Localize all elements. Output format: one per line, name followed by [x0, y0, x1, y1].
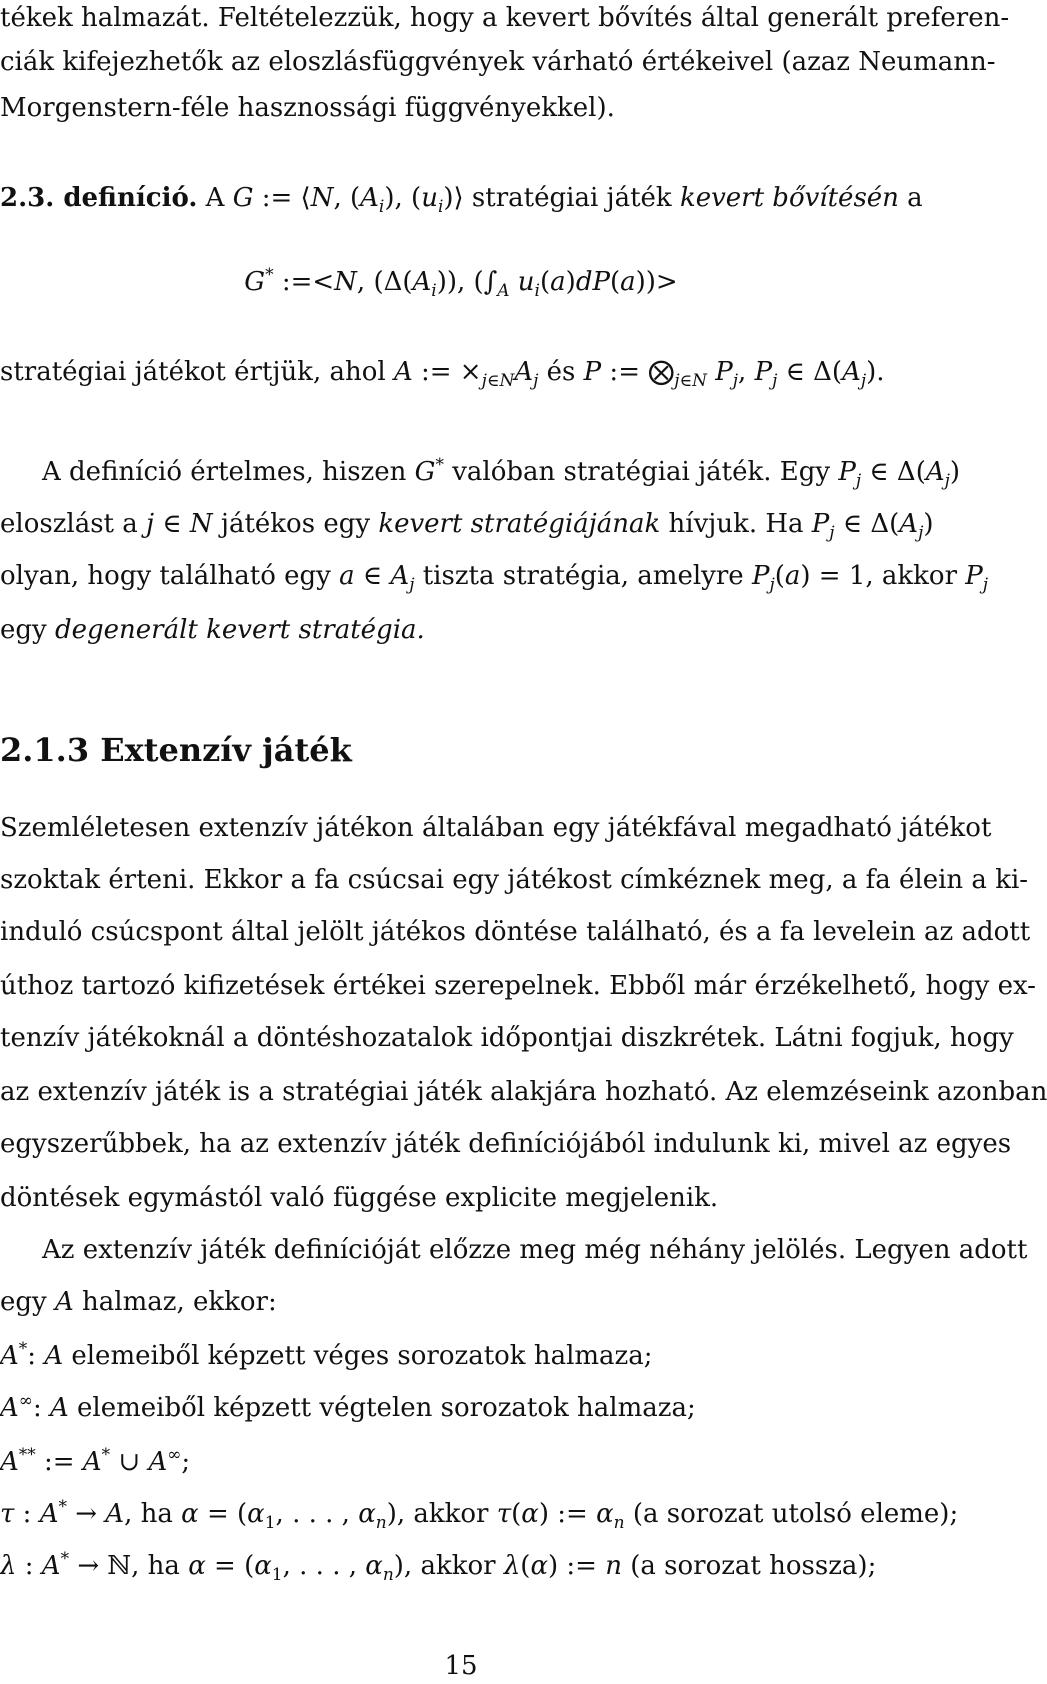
line-10: egy degenerált kevert stratégia.	[0, 615, 425, 645]
line-18: döntések egymástól való függése explicite megjelenik.	[0, 1183, 719, 1213]
line-14: úthoz tartozó kifizetések értékei szerepelnek. Ebből már érzékelhető, hogy ex-	[0, 971, 1036, 1001]
line-24: τ : A* → A, ha $\alpha = (\alpha_1$, . . . , $\alpha_n$), akkor τ(α) := $\alpha_n$ (a sorozat utolsó eleme);	[0, 1497, 959, 1533]
line-08: eloszlást a j ∈ N játékos egy kevert stratégiájának hívjuk. Ha $P_j$ ∈ $\Delta(A_j)$	[0, 509, 934, 543]
line-23: A** := A* ∪ A∞;	[0, 1445, 191, 1477]
line-02: ciák kifejezhetők az eloszlásfüggvények várható értékeivel (azaz Neumann-	[0, 47, 996, 77]
line-21: A*: A elemeiből képzett véges sorozatok halmaza;	[0, 1339, 653, 1371]
line-09: olyan, hogy található egy a ∈ $A_j$ tiszta stratégia, amelyre $P_j(a) = 1$, akkor $P_j$	[0, 561, 989, 595]
line-15: tenzív játékoknál a döntéshozatalok időpontjai diszkrétek. Látni fogjuk, hogy	[0, 1023, 1014, 1053]
line-01: tékek halmazát. Feltételezzük, hogy a kevert bővítés által generált preferen-	[0, 3, 1010, 33]
line-16: az extenzív játék is a stratégiai játék alakjára hozható. Az elemzéseink azonban	[0, 1077, 1047, 1107]
line-20: egy A halmaz, ekkor:	[0, 1287, 277, 1317]
definition-2-3: 2.3. definíció. A G := ⟨N, $(A_i)$, $(u_i)⟩$ stratégiai játék kevert bővítésén a	[0, 183, 923, 217]
line-19: Az extenzív játék definícióját előzze meg még néhány jelölés. Legyen adott	[42, 1235, 1028, 1265]
line-11: Szemléletesen extenzív játékon általában egy játékfával megadható játékot	[0, 813, 992, 843]
line-17: egyszerűbbek, ha az extenzív játék definíciójából indulunk ki, mivel az egyes	[0, 1129, 1012, 1159]
page-number: 15	[444, 1651, 478, 1681]
line-22: A∞: A elemeiből képzett végtelen sorozatok halmaza;	[0, 1391, 696, 1423]
line-07: A definíció értelmes, hiszen G* valóban stratégiai játék. Egy $P_j$ ∈ $\Delta(A_j)$	[42, 455, 961, 491]
line-25: λ : A* → ℕ, ha $\alpha = (\alpha_1$, . . . , $\alpha_n$), akkor λ(α) := n (a sorozat hossza);	[0, 1549, 877, 1585]
line-03: Morgenstern-féle hasznossági függvényekkel).	[0, 93, 615, 123]
section-heading: 2.1.3 Extenzív játék	[0, 731, 352, 769]
formula-g-star: G* :=<N, $(\Delta(A_i))$, ($\int_A$ $u_i(a)dP(a))>$	[244, 265, 678, 301]
line-06: stratégiai játékot értjük, ahol A := $\times_{j\in N}A_j$ és P := $⨂_{j\in N}$ $P_j$, $P_j$ ∈ $\Delta(A_j)$.	[0, 357, 885, 391]
line-13: induló csúcspont által jelölt játékos döntése található, és a fa levelein az adott	[0, 917, 1031, 947]
line-12: szoktak érteni. Ekkor a fa csúcsai egy játékost címkéznek meg, a fa élein a ki-	[0, 865, 1029, 895]
